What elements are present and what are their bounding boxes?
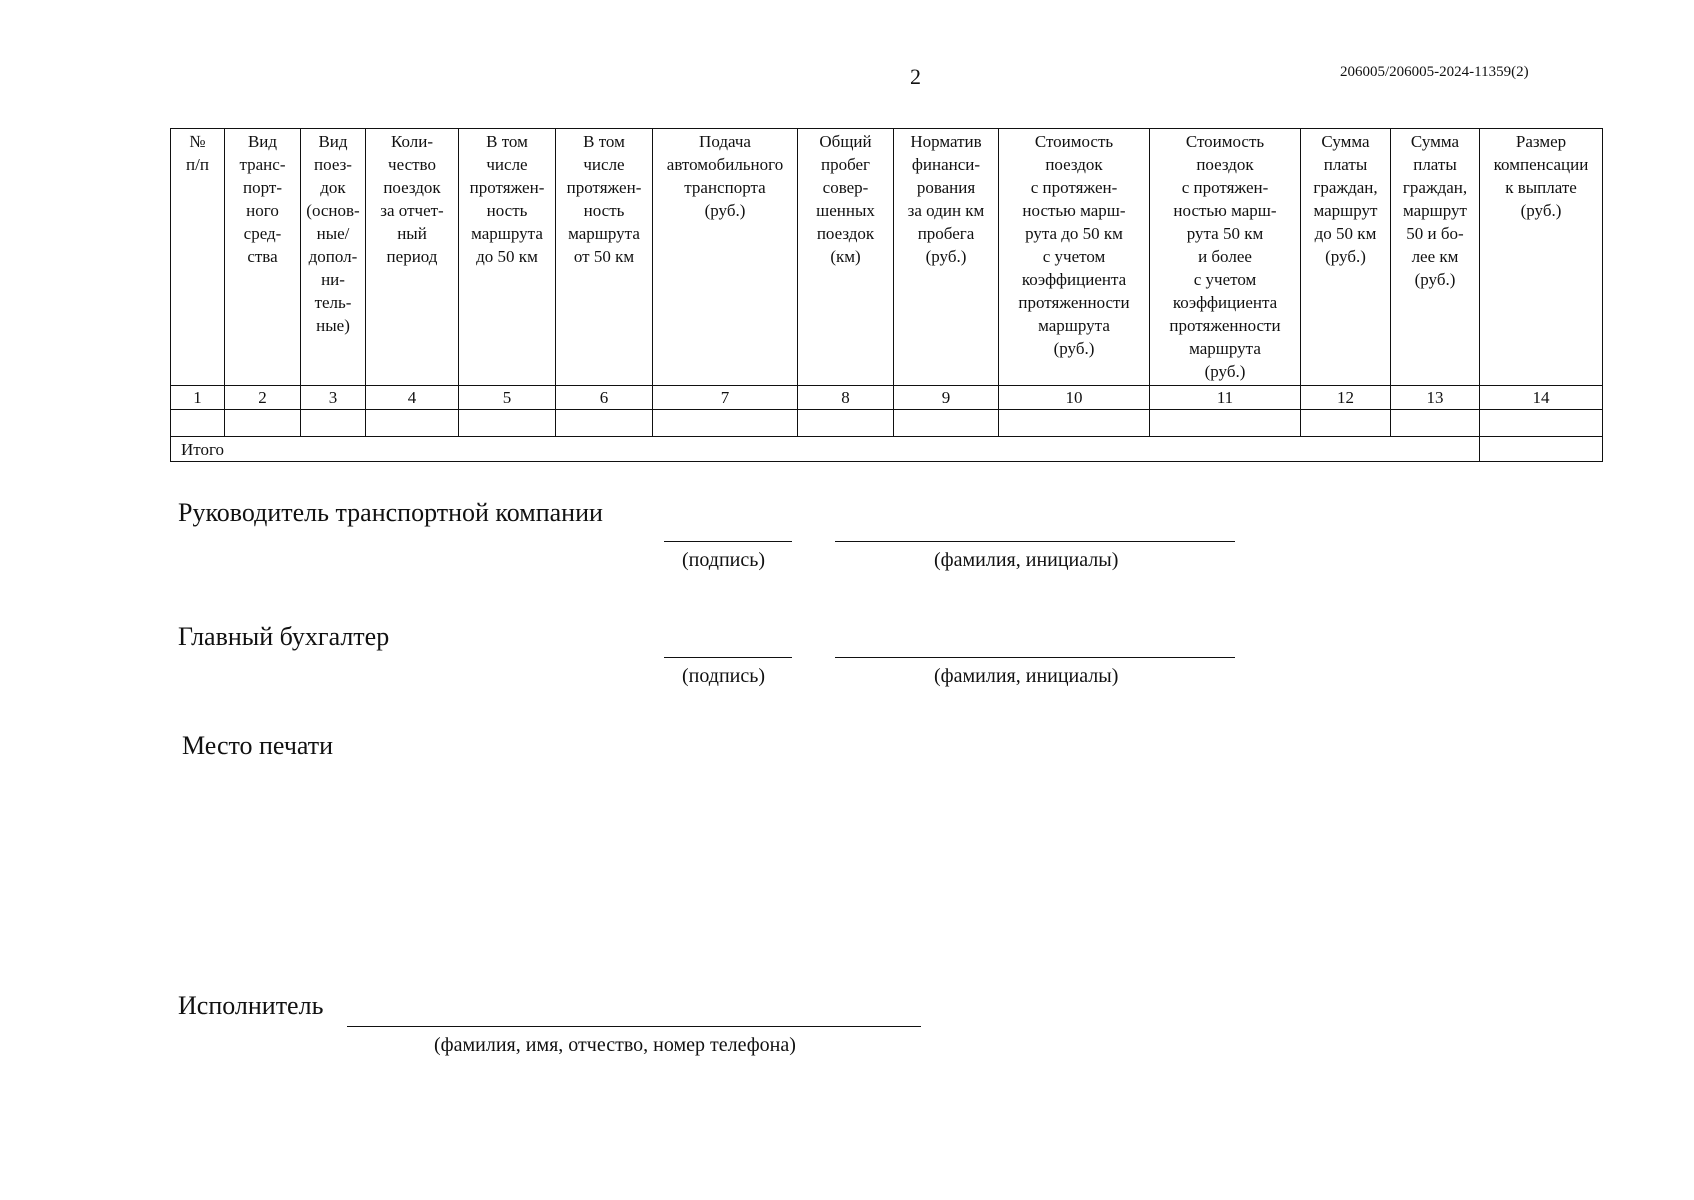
column-header: № п/п [171,129,225,386]
column-header: Вид поез- док (основ- ные/ допол- ни- тель- ные) [301,129,366,386]
table-cell [894,410,999,437]
column-number: 14 [1480,386,1603,410]
table-row [171,410,1603,437]
column-header: Сумма платы граждан, маршрут 50 и бо- лее км (руб.) [1391,129,1480,386]
column-header: Сумма платы граждан, маршрут до 50 км (руб.) [1301,129,1391,386]
table-cell [225,410,301,437]
column-number: 7 [653,386,798,410]
page-number: 2 [910,64,921,89]
column-number: 10 [999,386,1150,410]
column-header: Стоимость поездок с протяжен- ностью марш- рута 50 км и более с учетом коэффициента протяженности маршрута (руб.) [1150,129,1301,386]
executor-title: Исполнитель [178,991,324,1020]
column-header: Подача автомобильного транспорта (руб.) [653,129,798,386]
table-cell [301,410,366,437]
table-cell [999,410,1150,437]
accountant-signature-caption: (подпись) [682,665,766,687]
column-number: 13 [1391,386,1480,410]
table-cell [1150,410,1301,437]
table-cell [366,410,459,437]
table-cell [1480,410,1603,437]
head-signature-line [664,541,792,542]
column-header: Размер компенсации к выплате (руб.) [1480,129,1603,386]
table-cell [459,410,556,437]
column-header: Норматив финанси- рования за один км пробега (руб.) [894,129,999,386]
column-number: 2 [225,386,301,410]
table-cell [798,410,894,437]
accountant-name-line [835,657,1235,658]
column-header: В том числе протяжен- ность маршрута до 50 км [459,129,556,386]
column-header: Общий пробег совер- шенных поездок (км) [798,129,894,386]
accountant-signature-line [664,657,792,658]
total-value-cell [1480,437,1603,462]
table-header-row [171,129,1603,386]
column-number: 1 [171,386,225,410]
executor-caption: (фамилия, имя, отчество, номер телефона) [434,1034,796,1056]
column-number: 11 [1150,386,1301,410]
column-number: 9 [894,386,999,410]
column-number: 6 [556,386,653,410]
column-header: В том числе протяжен- ность маршрута от 50 км [556,129,653,386]
column-number: 8 [798,386,894,410]
total-label: Итого [171,437,1480,462]
column-numbers-row [171,386,1603,410]
column-number: 5 [459,386,556,410]
accountant-name-caption: (фамилия, инициалы) [934,665,1119,687]
head-title: Руководитель транспортной компании [178,498,603,527]
table-cell [1391,410,1480,437]
column-header: Стоимость поездок с протяжен- ностью марш- рута до 50 км с учетом коэффициента протяженности маршрута (руб.) [999,129,1150,386]
table-cell [1301,410,1391,437]
table-cell [556,410,653,437]
total-row [171,437,1603,462]
column-header: Коли- чество поездок за отчет- ный период [366,129,459,386]
column-number: 12 [1301,386,1391,410]
accountant-title: Главный бухгалтер [178,622,390,651]
stamp-place: Место печати [182,731,334,760]
document-id: 206005/206005-2024-11359(2) [1340,64,1529,80]
executor-line [347,1026,921,1027]
table-cell [171,410,225,437]
column-number: 3 [301,386,366,410]
head-name-line [835,541,1235,542]
table-cell [653,410,798,437]
head-name-caption: (фамилия, инициалы) [934,549,1119,571]
head-signature-caption: (подпись) [682,549,766,571]
column-header: Вид транс- порт- ного сред- ства [225,129,301,386]
column-number: 4 [366,386,459,410]
compensation-table [170,128,1603,462]
